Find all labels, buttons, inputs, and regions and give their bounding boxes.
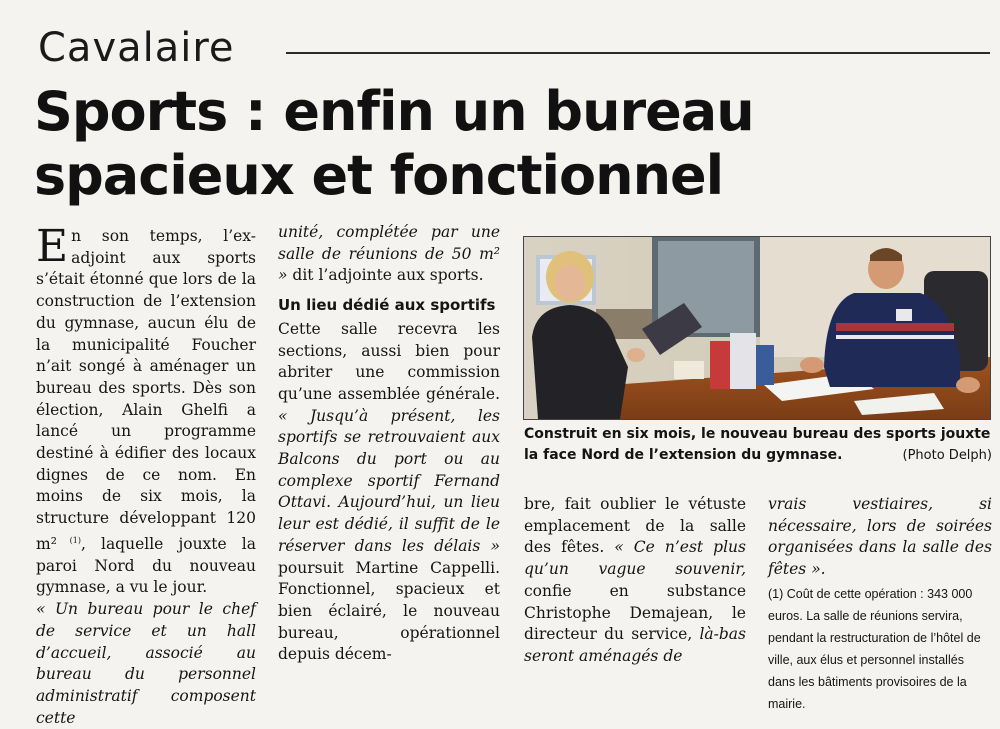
drop-cap: E — [36, 221, 69, 272]
sections-text-end: poursuit Martine Cappelli. Fonctionnel, spacieux et bien éclairé, le nouveau bureau, opérationnel depuis décem- — [278, 558, 500, 664]
paragraph-sections — [278, 319, 500, 666]
article-column-1 — [36, 221, 256, 729]
footnote: (1) Coût de cette opération : 343 000 euros. La salle de réunions servira, pendant la restructuration de l’hôtel de ville, aux élus et personnel installés dans les bâtiments provisoires de la mairie. — [768, 586, 981, 711]
caption-text: Construit en six mois, le nouveau bureau des sports jouxte la face Nord de l’extension du gymnase. — [524, 426, 991, 463]
paragraph-quote-cont — [278, 222, 500, 287]
intro-text-end: , laquelle jouxte la paroi Nord du nouveau gymnase, a vu le jour. — [36, 535, 256, 597]
intro-text: n son temps, l’ex-adjoint aux sports s’était étonné que lors de la construction de l’extension du gymnase, aucun élu de la municipalité Foucher n’ait songé à aménager un bureau des sports. Dès son élection, Alain Ghelfi a lancé un programme destiné à édifier des locaux dignes de ce nom. En moins de six mois, la structure développant 120 m² — [36, 227, 256, 553]
subheading: Un lieu dédié aux sportifs — [278, 296, 496, 315]
sports-quote: « Jusqu’à présent, les sportifs se retrouvaient aux Balcons du port ou au complexe sportif Fernand Ottavi. Aujourd’hui, un lieu leur est dédié, il suffit de le réserver dans les délais » — [278, 406, 500, 555]
quote-attribution: dit l’adjointe aux sports. — [287, 266, 484, 285]
article-column-2 — [278, 222, 500, 666]
director-quote-cont: là-bas seront aménagés de — [524, 625, 746, 665]
footnote-ref: (1) — [56, 535, 81, 545]
paragraph-intro — [36, 221, 256, 599]
old-room-text: bre, fait oublier le vétuste emplacement de la salle des fêtes. — [524, 495, 746, 557]
article-column-3 — [524, 494, 746, 668]
section-rubric: Cavalaire — [38, 25, 235, 71]
photo-credit: (Photo Delph) — [902, 448, 992, 463]
article-column-4 — [768, 494, 992, 715]
office-photo-illustration — [524, 237, 990, 419]
director-quote: « Ce n’est plus qu’un vague souvenir, — [524, 538, 746, 579]
paragraph-old-room — [524, 494, 746, 668]
rubric-rule — [286, 52, 990, 54]
quote-end: vrais vestiaires, si nécessaire, lors de soirées organisées dans la salle des fêtes ». — [768, 495, 992, 579]
sections-text: Cette salle recevra les sections, aussi bien pour abriter une commission qu’une assemblée générale. — [278, 319, 500, 403]
quote-start: « Un bureau pour le chef de service et un hall d’accueil, associé au bureau du personnel administratif composent cette — [36, 600, 256, 727]
photo-caption — [524, 424, 992, 466]
director-attribution: confie en substance Christophe Demajean, le directeur du service, — [524, 581, 746, 644]
article-photo — [523, 236, 991, 420]
headline: Sports : enfin un bureau spacieux et fonctionnel — [34, 80, 754, 207]
quote-continued: unité, complétée par une salle de réunions de 50 m² » — [278, 223, 500, 285]
